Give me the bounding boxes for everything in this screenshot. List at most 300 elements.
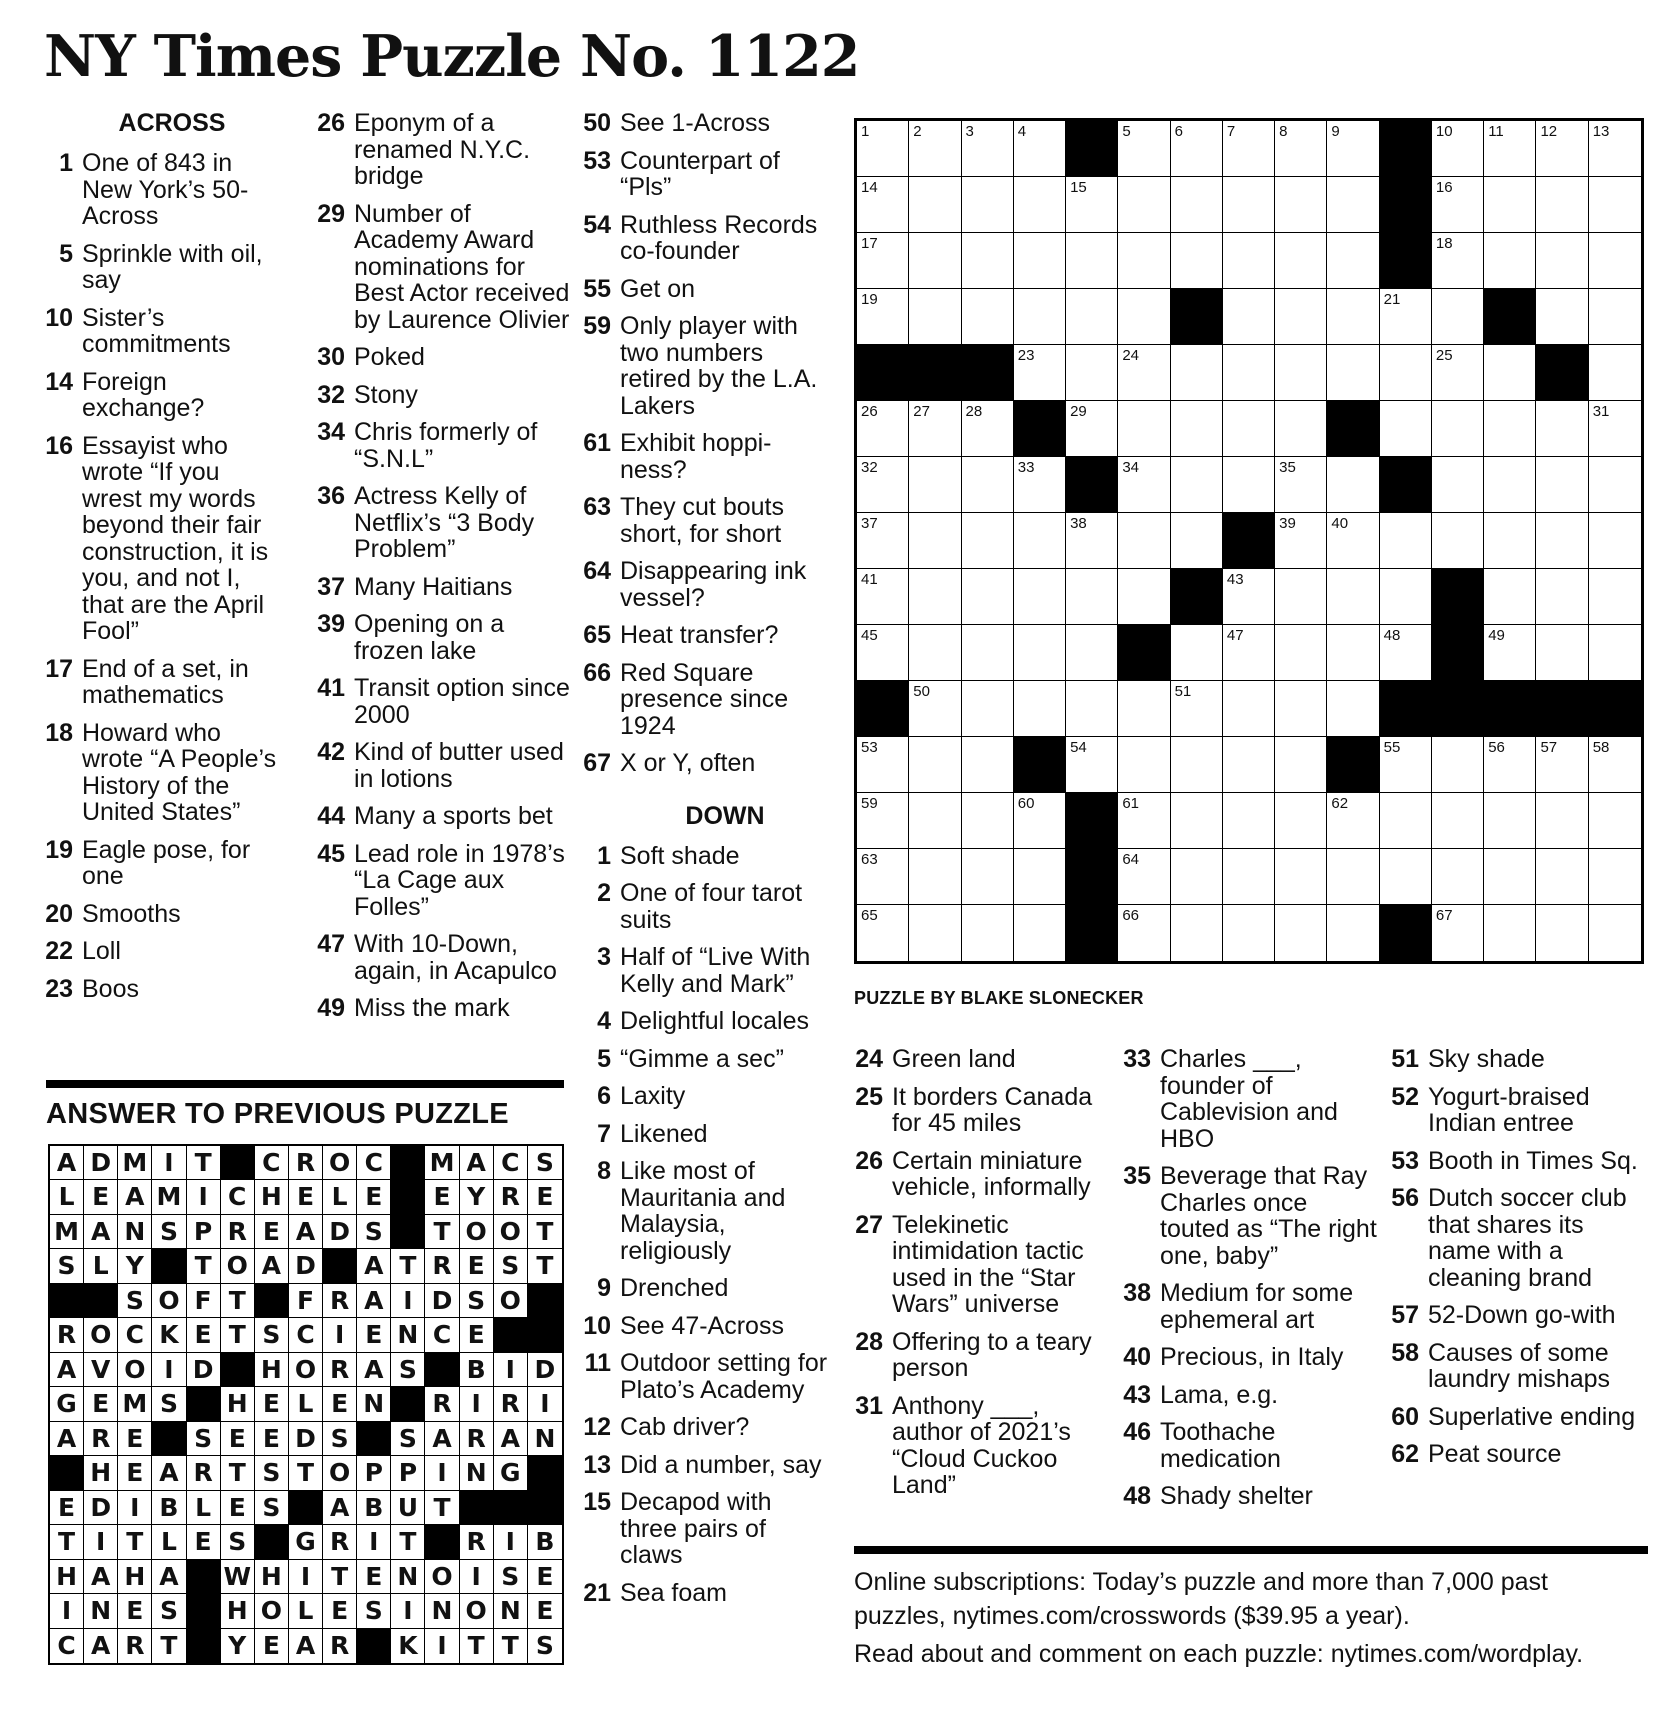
grid-cell[interactable] [1066, 569, 1118, 625]
down-clue [582, 880, 832, 933]
grid-cell[interactable] [909, 177, 961, 233]
grid-cell[interactable] [909, 849, 961, 905]
grid-cell[interactable] [1118, 233, 1170, 289]
clue-number: 20 [45, 899, 73, 928]
across-clue [44, 976, 280, 1003]
answer-letter: R [118, 1629, 152, 1663]
grid-cell[interactable] [1014, 513, 1066, 569]
grid-cell[interactable] [1484, 569, 1536, 625]
answer-letter: N [391, 1318, 425, 1352]
grid-cell[interactable] [1589, 177, 1641, 233]
clue-text: Drenched [620, 1274, 729, 1302]
clue-number: 17 [45, 654, 73, 683]
down-clue [854, 1329, 1112, 1382]
grid-cell[interactable] [1432, 345, 1484, 401]
grid-cell[interactable] [1223, 793, 1275, 849]
grid-cell[interactable] [1380, 289, 1432, 345]
grid-cell[interactable] [1171, 681, 1223, 737]
answer-letter: H [221, 1387, 255, 1421]
grid-cell[interactable] [1171, 625, 1223, 681]
answer-letter: G [289, 1525, 323, 1559]
grid-cell[interactable] [1171, 233, 1223, 289]
grid-cell[interactable] [1014, 905, 1066, 961]
answer-letter: T [391, 1525, 425, 1559]
down-clue [582, 1083, 832, 1110]
grid-cell[interactable] [1536, 513, 1588, 569]
grid-cell[interactable] [1066, 681, 1118, 737]
grid-cell[interactable] [1536, 569, 1588, 625]
grid-cell[interactable] [962, 681, 1014, 737]
grid-cell[interactable] [1275, 457, 1327, 513]
grid-cell[interactable] [1223, 849, 1275, 905]
grid-cell[interactable] [1223, 289, 1275, 345]
grid-cell[interactable] [1327, 793, 1379, 849]
grid-cell[interactable] [1014, 233, 1066, 289]
grid-cell[interactable] [1484, 513, 1536, 569]
answer-letter: D [84, 1491, 118, 1525]
grid-cell[interactable] [1327, 569, 1379, 625]
grid-cell[interactable] [1327, 513, 1379, 569]
grid-cell[interactable] [1484, 793, 1536, 849]
cell-number: 10 [1435, 123, 1453, 140]
answer-letter: S [391, 1353, 425, 1387]
answer-black-square [50, 1284, 84, 1318]
clue-number: 1 [597, 841, 611, 870]
grid-cell[interactable] [1484, 233, 1536, 289]
grid-cell[interactable] [962, 401, 1014, 457]
clue-text: Sister’s commitments [82, 303, 231, 358]
cell-number: 53 [861, 739, 878, 756]
answer-letter: I [357, 1525, 391, 1559]
grid-cell[interactable] [1066, 401, 1118, 457]
grid-cell[interactable] [962, 625, 1014, 681]
grid-cell[interactable] [1327, 233, 1379, 289]
answer-letter: S [357, 1594, 391, 1628]
clue-text: Eagle pose, for one [82, 835, 251, 890]
grid-cell[interactable] [1327, 905, 1379, 961]
grid-cell[interactable] [1223, 121, 1275, 177]
grid-cell[interactable] [909, 793, 961, 849]
answer-black-square [528, 1491, 562, 1525]
grid-cell[interactable] [1275, 289, 1327, 345]
grid-cell[interactable] [1014, 625, 1066, 681]
crossword-grid[interactable] [854, 118, 1644, 964]
grid-cell[interactable] [1380, 737, 1432, 793]
grid-cell[interactable] [1171, 457, 1223, 513]
clue-text: Toothache medication [1160, 1418, 1281, 1473]
grid-cell[interactable] [1327, 849, 1379, 905]
grid-cell[interactable] [1014, 569, 1066, 625]
grid-cell[interactable] [1171, 905, 1223, 961]
grid-cell[interactable] [857, 905, 909, 961]
black-square [1014, 401, 1066, 457]
cell-number: 62 [1331, 795, 1349, 812]
clue-number: 33 [1123, 1045, 1151, 1073]
grid-cell[interactable] [1066, 513, 1118, 569]
grid-cell[interactable] [1432, 233, 1484, 289]
grid-cell[interactable] [1171, 345, 1223, 401]
grid-cell[interactable] [1327, 681, 1379, 737]
down-clue [582, 1008, 832, 1035]
clue-number: 29 [317, 199, 345, 228]
page-title: NY Times Puzzle No. 1122 [44, 23, 860, 90]
grid-cell[interactable] [857, 401, 909, 457]
answer-letter: A [84, 1215, 118, 1249]
cell-number: 1 [861, 123, 870, 140]
grid-cell[interactable] [1014, 681, 1066, 737]
grid-cell[interactable] [1014, 457, 1066, 513]
grid-cell[interactable] [1171, 849, 1223, 905]
answer-letter: N [357, 1387, 391, 1421]
answer-letter: E [187, 1318, 221, 1352]
grid-cell[interactable] [1484, 401, 1536, 457]
grid-cell[interactable] [1484, 905, 1536, 961]
grid-cell[interactable] [1118, 457, 1170, 513]
answer-letter: S [221, 1525, 255, 1559]
answer-letter: I [118, 1491, 152, 1525]
grid-cell[interactable] [962, 513, 1014, 569]
grid-cell[interactable] [1484, 849, 1536, 905]
grid-cell[interactable] [1275, 401, 1327, 457]
grid-cell[interactable] [1223, 737, 1275, 793]
grid-cell[interactable] [1275, 625, 1327, 681]
clue-text: Booth in Times Sq. [1428, 1146, 1638, 1175]
grid-cell[interactable] [1536, 289, 1588, 345]
grid-cell[interactable] [1380, 345, 1432, 401]
answer-letter: S [528, 1146, 562, 1180]
cell-number: 56 [1488, 739, 1505, 756]
grid-cell[interactable] [1014, 177, 1066, 233]
across-column-3 [582, 110, 832, 1617]
grid-cell[interactable] [1536, 905, 1588, 961]
grid-cell[interactable] [1118, 905, 1170, 961]
grid-cell[interactable] [1536, 401, 1588, 457]
grid-cell[interactable] [1118, 345, 1170, 401]
grid-cell[interactable] [1536, 625, 1588, 681]
grid-cell[interactable] [1589, 401, 1641, 457]
answer-letter: D [289, 1249, 323, 1283]
grid-cell[interactable] [1484, 345, 1536, 401]
cell-number: 23 [1017, 347, 1035, 364]
clue-text: Shady shelter [1160, 1482, 1313, 1510]
grid-cell[interactable] [909, 569, 961, 625]
down-column-3 [1122, 1046, 1380, 1521]
answer-letter: S [255, 1491, 289, 1525]
grid-cell[interactable] [1171, 177, 1223, 233]
grid-cell[interactable] [1536, 793, 1588, 849]
across-clue [312, 739, 570, 792]
down-clue [854, 1393, 1112, 1499]
grid-cell[interactable] [1432, 401, 1484, 457]
grid-cell[interactable] [909, 625, 961, 681]
grid-cell[interactable] [857, 457, 909, 513]
answer-letter: R [84, 1422, 118, 1456]
grid-cell[interactable] [1380, 793, 1432, 849]
grid-cell[interactable] [1066, 177, 1118, 233]
grid-cell[interactable] [1014, 793, 1066, 849]
grid-cell[interactable] [1589, 513, 1641, 569]
cell-number: 48 [1383, 627, 1401, 644]
grid-cell[interactable] [1484, 457, 1536, 513]
cell-number: 65 [861, 907, 878, 924]
grid-cell[interactable] [962, 905, 1014, 961]
answer-black-square [391, 1146, 425, 1180]
grid-cell[interactable] [909, 457, 961, 513]
grid-cell[interactable] [857, 289, 909, 345]
grid-cell[interactable] [962, 737, 1014, 793]
clue-text: Many Haitians [354, 572, 513, 601]
grid-cell[interactable] [857, 121, 909, 177]
grid-cell[interactable] [1432, 793, 1484, 849]
grid-cell[interactable] [1536, 121, 1588, 177]
grid-cell[interactable] [1066, 289, 1118, 345]
grid-cell[interactable] [1223, 457, 1275, 513]
grid-cell[interactable] [1275, 905, 1327, 961]
answer-letter: N [494, 1594, 528, 1628]
grid-cell[interactable] [1589, 233, 1641, 289]
grid-cell[interactable] [909, 681, 961, 737]
cell-number: 26 [861, 403, 878, 420]
grid-cell[interactable] [1223, 569, 1275, 625]
grid-cell[interactable] [1275, 513, 1327, 569]
grid-cell[interactable] [1536, 177, 1588, 233]
answer-letter: D [289, 1422, 323, 1456]
grid-cell[interactable] [909, 233, 961, 289]
clue-text: Essayist who wrote “If you wrest my words beyond their fair construction, it is you, and not I, that are the April Fool” [82, 431, 269, 645]
grid-cell[interactable] [1275, 737, 1327, 793]
clue-number: 10 [45, 303, 73, 332]
grid-cell[interactable] [1171, 513, 1223, 569]
answer-letter: L [289, 1594, 323, 1628]
grid-cell[interactable] [1118, 737, 1170, 793]
grid-cell[interactable] [1275, 849, 1327, 905]
grid-cell[interactable] [1275, 681, 1327, 737]
grid-cell[interactable] [1118, 681, 1170, 737]
grid-cell[interactable] [1223, 345, 1275, 401]
grid-cell[interactable] [1171, 793, 1223, 849]
down-clue [854, 1148, 1112, 1201]
grid-cell[interactable] [1589, 737, 1641, 793]
answer-black-square [221, 1353, 255, 1387]
clue-text: Charles ___, founder of Cablevision and HBO [1160, 1045, 1338, 1153]
grid-cell[interactable] [1223, 233, 1275, 289]
answer-letter: I [50, 1594, 84, 1628]
grid-cell[interactable] [1118, 177, 1170, 233]
clue-number: 66 [583, 658, 611, 687]
answer-letter: T [118, 1525, 152, 1559]
grid-cell[interactable] [962, 177, 1014, 233]
grid-cell[interactable] [909, 401, 961, 457]
grid-cell[interactable] [1327, 289, 1379, 345]
grid-cell[interactable] [1536, 233, 1588, 289]
grid-cell[interactable] [1275, 793, 1327, 849]
grid-cell[interactable] [1327, 625, 1379, 681]
answer-black-square [255, 1284, 289, 1318]
clue-text: Sea foam [620, 1578, 728, 1607]
grid-cell[interactable] [1380, 625, 1432, 681]
answer-letter: L [84, 1249, 118, 1283]
grid-cell[interactable] [1223, 177, 1275, 233]
grid-cell[interactable] [1118, 401, 1170, 457]
across-clue [312, 201, 570, 334]
grid-cell[interactable] [1380, 401, 1432, 457]
grid-cell[interactable] [1066, 233, 1118, 289]
grid-cell[interactable] [857, 737, 909, 793]
grid-cell[interactable] [1589, 345, 1641, 401]
answer-black-square [460, 1491, 494, 1525]
grid-cell[interactable] [1275, 345, 1327, 401]
across-clue [312, 995, 570, 1022]
grid-cell[interactable] [857, 625, 909, 681]
grid-cell[interactable] [1589, 793, 1641, 849]
grid-cell[interactable] [1432, 177, 1484, 233]
cell-number: 12 [1540, 123, 1558, 140]
answer-letter: N [84, 1594, 118, 1628]
clue-text: One of four tarot suits [620, 879, 803, 934]
grid-cell[interactable] [1223, 625, 1275, 681]
clue-text: Get on [620, 274, 696, 303]
answer-letter: E [84, 1180, 118, 1214]
answer-letter: Y [118, 1249, 152, 1283]
answer-letter: O [494, 1215, 528, 1249]
clue-text: Disappearing ink vessel? [620, 557, 807, 612]
grid-cell[interactable] [857, 177, 909, 233]
grid-cell[interactable] [1014, 289, 1066, 345]
grid-cell[interactable] [1275, 569, 1327, 625]
answer-letter: O [425, 1560, 459, 1594]
grid-cell[interactable] [1589, 289, 1641, 345]
grid-cell[interactable] [857, 233, 909, 289]
grid-cell[interactable] [857, 569, 909, 625]
grid-cell[interactable] [1275, 233, 1327, 289]
grid-cell[interactable] [1432, 513, 1484, 569]
answer-letter: E [357, 1318, 391, 1352]
answer-letter: S [535, 1630, 554, 1660]
answer-letter: F [289, 1284, 323, 1318]
grid-cell[interactable] [1066, 737, 1118, 793]
grid-cell[interactable] [1118, 513, 1170, 569]
across-clue [582, 313, 832, 419]
grid-cell[interactable] [1484, 177, 1536, 233]
answer-letter: A [425, 1422, 459, 1456]
grid-cell[interactable] [1066, 625, 1118, 681]
grid-cell[interactable] [1223, 905, 1275, 961]
grid-cell[interactable] [1380, 849, 1432, 905]
grid-cell[interactable] [1536, 849, 1588, 905]
grid-cell[interactable] [1327, 121, 1379, 177]
grid-cell[interactable] [962, 289, 1014, 345]
grid-cell[interactable] [1327, 457, 1379, 513]
grid-cell[interactable] [909, 905, 961, 961]
black-square [1432, 681, 1484, 737]
grid-cell[interactable] [1118, 569, 1170, 625]
grid-cell[interactable] [1536, 737, 1588, 793]
clue-number: 3 [597, 943, 611, 971]
grid-cell[interactable] [962, 233, 1014, 289]
grid-cell[interactable] [1432, 849, 1484, 905]
grid-cell[interactable] [1589, 625, 1641, 681]
grid-cell[interactable] [1327, 177, 1379, 233]
grid-cell[interactable] [909, 737, 961, 793]
answer-letter: A [460, 1146, 494, 1180]
grid-cell[interactable] [1380, 513, 1432, 569]
grid-cell[interactable] [1118, 121, 1170, 177]
clue-number: 57 [1391, 1301, 1419, 1329]
grid-cell[interactable] [1432, 289, 1484, 345]
grid-cell[interactable] [909, 513, 961, 569]
grid-cell[interactable] [962, 793, 1014, 849]
grid-cell[interactable] [962, 457, 1014, 513]
grid-cell[interactable] [1589, 905, 1641, 961]
clue-number: 30 [317, 343, 345, 371]
grid-cell[interactable] [962, 569, 1014, 625]
grid-cell[interactable] [1484, 121, 1536, 177]
answer-letter: E [425, 1180, 459, 1214]
across-clue [312, 803, 570, 830]
grid-cell[interactable] [1432, 121, 1484, 177]
grid-cell[interactable] [1589, 457, 1641, 513]
grid-cell[interactable] [1327, 345, 1379, 401]
answer-letter: S [118, 1284, 152, 1318]
across-clue [582, 558, 832, 611]
grid-cell[interactable] [1589, 849, 1641, 905]
answer-black-square [357, 1629, 391, 1663]
grid-cell[interactable] [1014, 345, 1066, 401]
clue-number: 44 [317, 802, 345, 830]
grid-cell[interactable] [909, 121, 961, 177]
grid-cell[interactable] [1275, 177, 1327, 233]
grid-cell[interactable] [857, 513, 909, 569]
grid-cell[interactable] [1275, 121, 1327, 177]
grid-cell[interactable] [1118, 849, 1170, 905]
grid-cell[interactable] [909, 289, 961, 345]
grid-cell[interactable] [1484, 625, 1536, 681]
grid-cell[interactable] [1432, 905, 1484, 961]
answer-letter: E [50, 1491, 84, 1525]
grid-cell[interactable] [857, 793, 909, 849]
grid-cell[interactable] [1014, 121, 1066, 177]
grid-cell[interactable] [1171, 737, 1223, 793]
grid-cell[interactable] [1432, 737, 1484, 793]
black-square [962, 345, 1014, 401]
clue-number: 50 [583, 109, 611, 137]
grid-cell[interactable] [962, 849, 1014, 905]
grid-cell[interactable] [857, 849, 909, 905]
grid-cell[interactable] [1589, 121, 1641, 177]
grid-cell[interactable] [1536, 457, 1588, 513]
clue-number: 9 [597, 1274, 611, 1302]
grid-cell[interactable] [1380, 569, 1432, 625]
grid-cell[interactable] [1589, 569, 1641, 625]
clue-number: 27 [855, 1210, 883, 1239]
previous-answer-header: ANSWER TO PREVIOUS PUZZLE [46, 1098, 509, 1130]
cell-number: 21 [1383, 291, 1401, 308]
across-clue [312, 110, 570, 190]
grid-cell[interactable] [1223, 681, 1275, 737]
grid-cell[interactable] [1118, 793, 1170, 849]
grid-cell[interactable] [1014, 849, 1066, 905]
grid-cell[interactable] [1484, 737, 1536, 793]
grid-cell[interactable] [1118, 289, 1170, 345]
across-clue [312, 611, 570, 664]
grid-cell[interactable] [1066, 345, 1118, 401]
grid-cell[interactable] [1171, 121, 1223, 177]
grid-cell[interactable] [1432, 457, 1484, 513]
clue-text: With 10-Down, again, in Acapulco [354, 930, 557, 985]
grid-cell[interactable] [1171, 401, 1223, 457]
grid-cell[interactable] [1223, 401, 1275, 457]
grid-cell[interactable] [962, 121, 1014, 177]
